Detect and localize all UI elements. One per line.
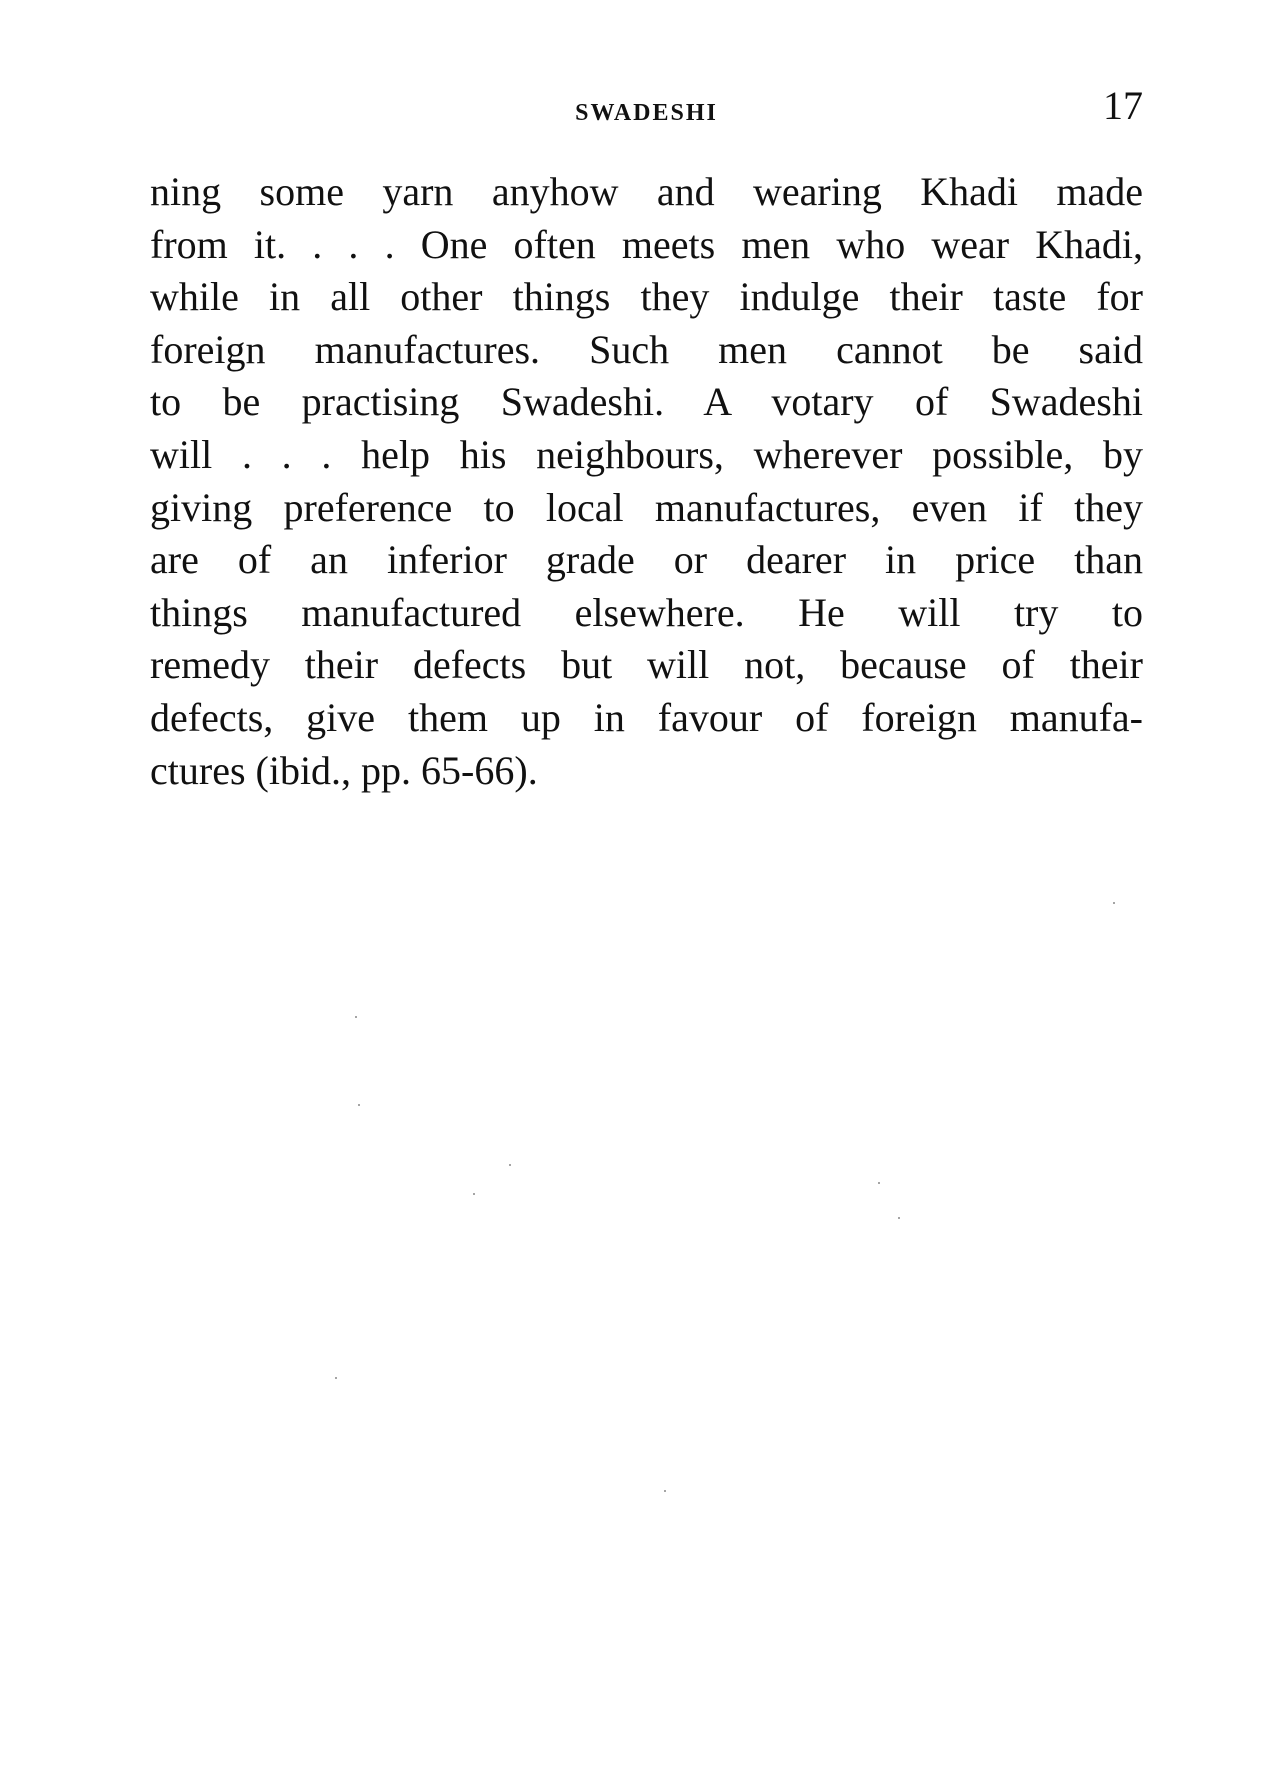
scan-speck: [1113, 902, 1115, 904]
scan-speck: [878, 1182, 880, 1184]
scan-speck: [664, 1490, 666, 1492]
scan-speck: [355, 1016, 357, 1018]
scan-speck: [509, 1164, 511, 1166]
text-line: remedy their defects but will not, because of their: [150, 642, 1143, 688]
text-line: will . . . help his neighbours, wherever possible, by: [150, 431, 1143, 477]
text-line: are of an inferior grade or dearer in price than: [150, 537, 1143, 583]
text-line: giving preference to local manufactures, even if they: [150, 484, 1143, 530]
scan-speck: [358, 1104, 360, 1106]
text-line: to be practising Swadeshi. A votary of Swadeshi: [150, 379, 1143, 425]
text-line: things manufactured elsewhere. He will try to: [150, 589, 1143, 635]
scan-speck: [335, 1377, 337, 1379]
body-paragraph: [150, 166, 1143, 797]
text-line: ning some yarn anyhow and wearing Khadi made: [150, 169, 1143, 214]
text-line: from it. . . . One often meets men who wear Khadi,: [150, 221, 1143, 267]
text-line: while in all other things they indulge their taste for: [150, 274, 1143, 320]
running-title: SWADESHI: [575, 100, 718, 126]
text-line: foreign manufactures. Such men cannot be said: [150, 326, 1143, 372]
running-head: [150, 83, 1143, 136]
scan-speck: [898, 1217, 900, 1219]
text-line: defects, give them up in favour of foreign manufa-: [150, 694, 1143, 740]
text-line: ctures (ibid., pp. 65-66).: [150, 747, 538, 793]
page-number: 17: [1103, 83, 1143, 128]
scan-speck: [473, 1193, 475, 1195]
